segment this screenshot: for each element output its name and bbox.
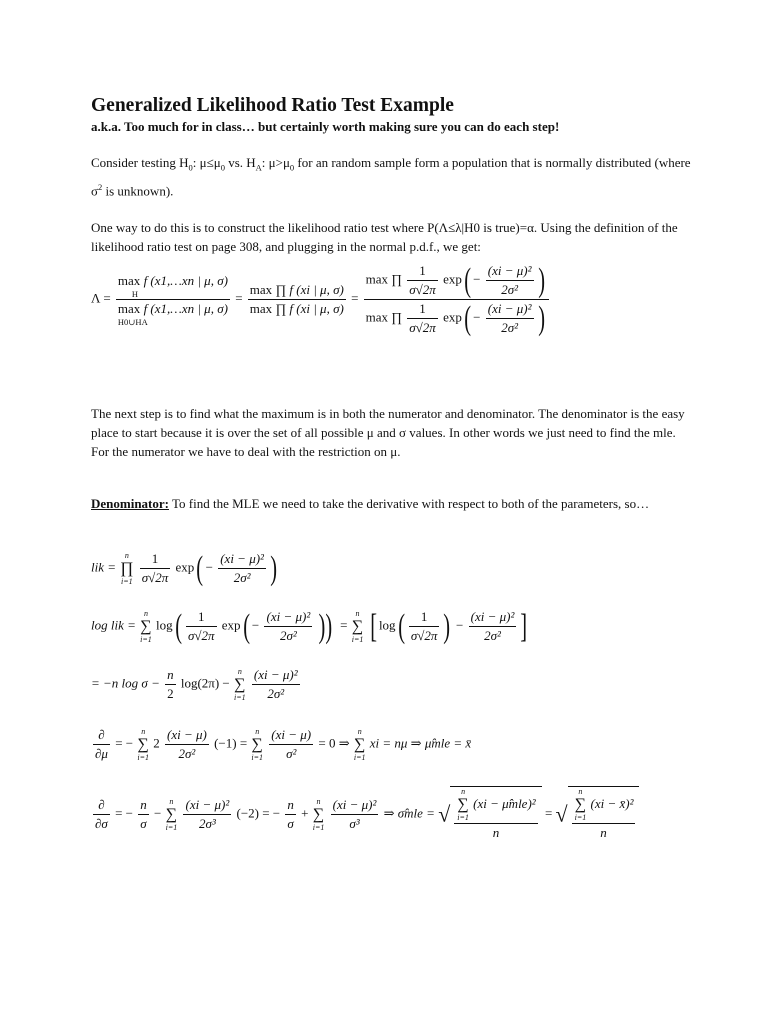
equation-lambda: Λ = max f (x1,…xn | μ, σ) H max f (x1,…xn | μ, σ) H0∪HA = $\frac{\max \prod f (xi | \mu, \sigma)}{\max \prod f (xi | \mu, \sigma)}$ = max ∏ $\frac{1}{\sigma√2\pi}$ exp( − $\frac{\text{(xi − μ)²}}{\text{2σ²}}$ ) max ∏ $\frac{1}{\sigma√2\pi}$ exp( − $\frac{\text{(xi − μ)²}}{\text{2σ²}}$ ) (91, 262, 551, 337)
paragraph-hypotheses: Consider testing $H_0$: $\mu\le\mu_0$ vs. $H_A$: $\mu>\mu_0$ for an random sample form a population that is normally distributed (where $\sigma^2$ is unknown). (91, 155, 691, 198)
equation-derivative-mu: $\frac{\partial}{\partial\mu}$ = − n ∑ i=1 2 $\frac{(xi - \mu)}{\text{2σ²}}$ (−1) = n ∑ i=1 $\frac{(xi - \mu)}{\text{σ²}}$ = 0 ⇒ n ∑ i=1 xi = nμ ⇒ μ̂mle = x̄ (95, 726, 472, 762)
paragraph-denominator: Denominator: To find the MLE we need to take the derivative with respect to both of the parameters, so… (91, 496, 650, 511)
page-subtitle: a.k.a. Too much for in class… but certainly worth making sure you can do each step! (91, 119, 560, 134)
page-title: Generalized Likelihood Ratio Test Example (91, 95, 454, 116)
equation-expanded: = −n log σ − $\frac{n}{2}$ log(2π) − n ∑ i=1 $\frac{\text{(xi − μ)²}}{\text{2σ²}}$ (91, 666, 298, 702)
paragraph-likelihood-ratio: One way to do this is to construct the likelihood ratio test where P(Λ≤λ|H0 is true)=α. Using the definition of the likelihood ratio test on page 308, and plugging in the normal p.d.f., we get: (91, 219, 678, 254)
equation-lik: lik = n ∏ i=1 $\frac{1}{\sigma√2\pi}$ exp( − $\frac{\text{(xi − μ)²}}{\text{2σ²}}$ ) (91, 549, 278, 587)
paragraph-next-step: The next step is to find what the maximum is in both the numerator and denominator. The denominator is the easy place to start because it is over the set of all possible μ and σ values. In other words we just need to find the mle. For the numerator we have to deal with the restriction on μ. (91, 406, 685, 459)
document-page (91, 94, 691, 256)
equation-loglik: log lik = n ∑ i=1 log( $\frac{1}{\sigma√2\pi}$ exp( − $\frac{\text{(xi − μ)²}}{\text{2σ²}}$ )) = n ∑ i=1 [ log( $\frac{1}{\sigma√2\pi}$ ) − $\frac{\text{(xi − μ)²}}{\text{2σ²}}$ ] (91, 607, 528, 645)
equation-derivative-sigma: $\frac{\partial}{\partial\sigma}$ = − $\frac{n}{\sigma}$ − n ∑ i=1 $\frac{\text{(xi − μ)²}}{\text{2σ³}}$ (−2) = − $\frac{n}{\sigma}$ + n ∑ i=1 $\frac{\text{(xi − μ)²}}{\text{σ³}}$ ⇒ σ̂mle = √ n ∑ i=1 (xi − μ̂mle)² n = √ n ∑ i=1 (xi − x̄)² n (91, 786, 639, 842)
